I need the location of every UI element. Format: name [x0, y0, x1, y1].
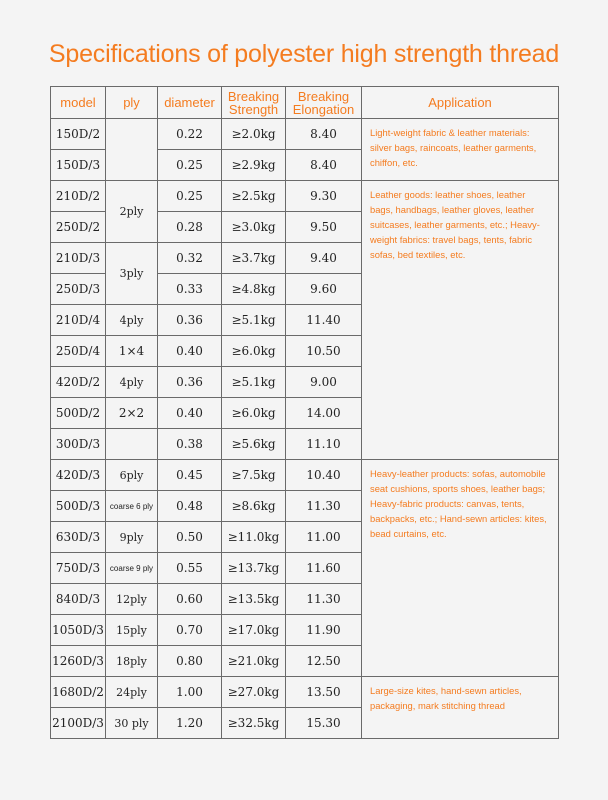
cell-diameter: 0.50 [158, 522, 222, 553]
cell-elongation: 9.40 [286, 243, 362, 274]
cell-ply: 4ply [106, 305, 158, 336]
cell-model: 250D/4 [51, 336, 106, 367]
cell-model: 2100D/3 [51, 708, 106, 739]
cell-diameter: 0.60 [158, 584, 222, 615]
cell-elongation: 8.40 [286, 150, 362, 181]
cell-strength: ≥4.8kg [222, 274, 286, 305]
cell-ply: 1×4 [106, 336, 158, 367]
cell-strength: ≥21.0kg [222, 646, 286, 677]
cell-model: 420D/3 [51, 460, 106, 491]
cell-model: 500D/3 [51, 491, 106, 522]
cell-elongation: 11.40 [286, 305, 362, 336]
cell-model: 210D/4 [51, 305, 106, 336]
cell-ply: 30 ply [106, 708, 158, 739]
cell-elongation: 11.30 [286, 584, 362, 615]
cell-strength: ≥3.0kg [222, 212, 286, 243]
cell-ply: 18ply [106, 646, 158, 677]
cell-model: 1260D/3 [51, 646, 106, 677]
cell-diameter: 0.25 [158, 150, 222, 181]
cell-model: 150D/2 [51, 119, 106, 150]
header-strength-line2: Strength [228, 101, 279, 117]
cell-strength: ≥7.5kg [222, 460, 286, 491]
cell-elongation: 15.30 [286, 708, 362, 739]
cell-strength: ≥2.5kg [222, 181, 286, 212]
cell-application: Light-weight fabric & leather materials: silver bags, raincoats, leather garments, chiffon, etc. [362, 119, 559, 181]
cell-diameter: 0.38 [158, 429, 222, 460]
cell-diameter: 0.33 [158, 274, 222, 305]
table-row [51, 181, 559, 212]
cell-diameter: 0.80 [158, 646, 222, 677]
cell-ply: 4ply [106, 367, 158, 398]
cell-elongation: 9.60 [286, 274, 362, 305]
page-title: Specifications of polyester high strength thread [48, 40, 560, 68]
cell-elongation: 9.30 [286, 181, 362, 212]
cell-ply [106, 119, 158, 181]
cell-model: 840D/3 [51, 584, 106, 615]
cell-model: 750D/3 [51, 553, 106, 584]
spec-table [50, 86, 559, 739]
cell-elongation: 11.30 [286, 491, 362, 522]
header-model: model [51, 87, 106, 119]
cell-model: 630D/3 [51, 522, 106, 553]
cell-strength: ≥3.7kg [222, 243, 286, 274]
cell-strength: ≥2.9kg [222, 150, 286, 181]
cell-strength: ≥27.0kg [222, 677, 286, 708]
cell-ply: 6ply [106, 460, 158, 491]
cell-diameter: 0.55 [158, 553, 222, 584]
cell-application: Large-size kites, hand-sewn articles, packaging, mark stitching thread [362, 677, 559, 739]
cell-strength: ≥32.5kg [222, 708, 286, 739]
cell-model: 210D/3 [51, 243, 106, 274]
cell-diameter: 0.22 [158, 119, 222, 150]
cell-diameter: 0.36 [158, 367, 222, 398]
cell-strength: ≥2.0kg [222, 119, 286, 150]
cell-elongation: 9.50 [286, 212, 362, 243]
cell-strength: ≥13.7kg [222, 553, 286, 584]
cell-model: 500D/2 [51, 398, 106, 429]
cell-diameter: 0.40 [158, 336, 222, 367]
cell-ply: 2×2 [106, 398, 158, 429]
cell-elongation: 12.50 [286, 646, 362, 677]
header-ply: ply [106, 87, 158, 119]
cell-elongation: 8.40 [286, 119, 362, 150]
cell-diameter: 0.48 [158, 491, 222, 522]
cell-elongation: 11.90 [286, 615, 362, 646]
header-strength-line1: Breaking [227, 88, 280, 104]
table-row [51, 677, 559, 708]
cell-elongation: 13.50 [286, 677, 362, 708]
cell-application: Heavy-leather products: sofas, automobile seat cushions, sports shoes, leather bags; Heavy-fabric products: canvas, tents, backpacks, etc.; Hand-sewn articles: kites, bead curtains, etc. [362, 460, 559, 677]
cell-diameter: 0.70 [158, 615, 222, 646]
cell-diameter: 0.32 [158, 243, 222, 274]
cell-strength: ≥13.5kg [222, 584, 286, 615]
cell-ply: 15ply [106, 615, 158, 646]
cell-diameter: 0.25 [158, 181, 222, 212]
cell-application: Leather goods: leather shoes, leather bags, handbags, leather gloves, leather suitcases, leather garments, etc.; Heavy-weight fabrics: travel bags, tents, fabric sofas, bed textiles, etc. [362, 181, 559, 460]
cell-model: 250D/3 [51, 274, 106, 305]
cell-ply: 3ply [106, 243, 158, 305]
cell-elongation: 11.60 [286, 553, 362, 584]
cell-strength: ≥8.6kg [222, 491, 286, 522]
cell-strength: ≥17.0kg [222, 615, 286, 646]
cell-strength: ≥6.0kg [222, 398, 286, 429]
cell-diameter: 1.20 [158, 708, 222, 739]
cell-model: 210D/2 [51, 181, 106, 212]
cell-elongation: 14.00 [286, 398, 362, 429]
cell-strength: ≥5.1kg [222, 367, 286, 398]
cell-model: 1050D/3 [51, 615, 106, 646]
cell-elongation: 10.50 [286, 336, 362, 367]
cell-ply [106, 429, 158, 460]
table-row [51, 460, 559, 491]
cell-diameter: 0.45 [158, 460, 222, 491]
cell-ply: 2ply [106, 181, 158, 243]
header-elongation-line1: Breaking [297, 88, 350, 104]
header-elongation-line2: Elongation [292, 101, 355, 117]
cell-model: 150D/3 [51, 150, 106, 181]
cell-elongation: 9.00 [286, 367, 362, 398]
cell-strength: ≥6.0kg [222, 336, 286, 367]
cell-strength: ≥5.6kg [222, 429, 286, 460]
cell-diameter: 0.36 [158, 305, 222, 336]
cell-elongation: 11.10 [286, 429, 362, 460]
cell-ply: 9ply [106, 522, 158, 553]
header-application: Application [362, 87, 559, 119]
cell-strength: ≥5.1kg [222, 305, 286, 336]
header-breaking-elongation [286, 87, 362, 119]
cell-diameter: 0.28 [158, 212, 222, 243]
cell-model: 1680D/2 [51, 677, 106, 708]
cell-diameter: 1.00 [158, 677, 222, 708]
cell-ply: coarse 6 ply [106, 491, 158, 522]
cell-ply: 24ply [106, 677, 158, 708]
header-breaking-strength [222, 87, 286, 119]
cell-diameter: 0.40 [158, 398, 222, 429]
cell-model: 300D/3 [51, 429, 106, 460]
cell-ply: coarse 9 ply [106, 553, 158, 584]
header-diameter: diameter [158, 87, 222, 119]
cell-elongation: 10.40 [286, 460, 362, 491]
header-row [51, 87, 559, 119]
cell-elongation: 11.00 [286, 522, 362, 553]
cell-model: 420D/2 [51, 367, 106, 398]
cell-model: 250D/2 [51, 212, 106, 243]
table-row [51, 119, 559, 150]
cell-strength: ≥11.0kg [222, 522, 286, 553]
cell-ply: 12ply [106, 584, 158, 615]
